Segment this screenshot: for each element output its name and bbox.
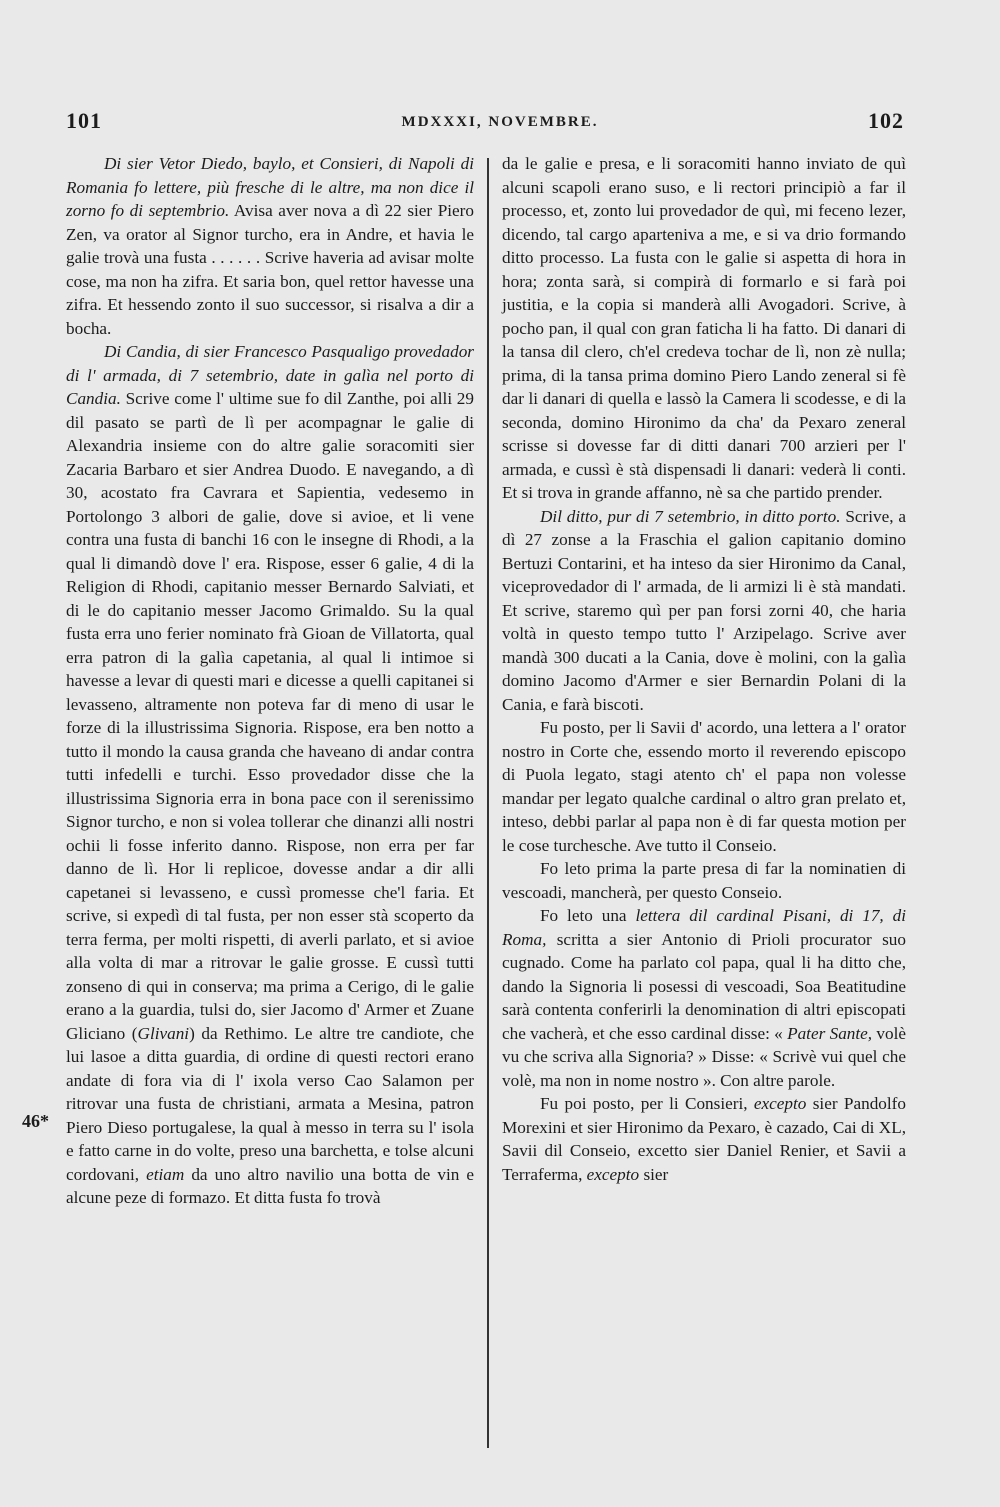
entry-heading: Di sier Vetor Diedo, baylo, et Consieri, di Napoli di Romania fo lettere, più fresche di le altre, ma non dice il zorno fo di septembrio. (66, 154, 474, 220)
italic-term: etiam (146, 1164, 185, 1184)
paragraph (66, 340, 474, 1210)
italic-term: Glivani (137, 1023, 190, 1043)
running-title: MDXXXI, NOVEMBRE. (401, 114, 599, 130)
entry-heading: Di Candia, di sier Francesco Pasqualigo provedador di l' armada, di 7 setembrio, date in galìa nel porto di Candia. (66, 342, 474, 408)
paragraph: da le galie e presa, e li soracomiti hanno inviato de quì alcuni scapoli erano suso, e li rectori principiò a far il processo, et, zonto lui provedador de quì, mi feceno lezer, dicendo, tal cargo aparteniva a me, e si va drio formando ditto processo. La fusta con le galie si aspetta di hora in hora; zonta sarà, si compirà di formarlo e si farà poi justitia, e la copia si manderà alli Avogadori. Scrive, à pocho pan, il qual con gran faticha li ha fatto. Di danari di la tansa dil clero, ch'el credeva tochar de lì, non zè nulla; prima, di la tansa prima domino Piero Lando zeneral si fè dar li danari di quella e lassò la Camera li scodesse, e di la seconda, domino Hironimo da cha' da Pexaro zeneral scrisse si dovesse far di ditti danari 700 arzieri per l' armada, e cussì è stà dispensadi li danari: vederà li conti. Et si trova in grande affanno, nè sa che partido prender. (502, 154, 906, 502)
paragraph (502, 904, 906, 1092)
column-divider (487, 158, 489, 1448)
paragraph (502, 505, 906, 717)
right-column (502, 152, 906, 1186)
paragraph: Fo leto prima la parte presa di far la nominatien di vescoadi, mancherà, per questo Conseio. (502, 859, 906, 902)
italic-term: lettera dil cardinal Pisani, di 17, di Roma, (502, 906, 907, 949)
italic-term: excepto (586, 1164, 640, 1184)
entry-heading: Dil ditto, pur di 7 setembrio, in ditto porto. (540, 506, 841, 526)
entry-text: volè vu che scriva alla Signoria? » Disse: « Scrivè vui quel che volè, ma non in nome nostro ». Con altre parole. (502, 1023, 907, 1090)
paragraph (66, 152, 474, 340)
entry-text: Fu poi posto, per li Consieri, (540, 1094, 754, 1113)
entry-text: ) da Rethimo. Le altre tre candiote, che lui lasoe a ditta guardia, di ordine di questi rectori erano andate di fora via di l' ixola verso Cao Salamon per ritrovar una fusta de christiani, armata a Mesina, patron Piero Dieso portugalese, la qual à messo in terra su l' isola e fatto carne in do volte, preso una barchetta, e tolse alcuni cordovani, (66, 1023, 474, 1184)
left-column (66, 152, 474, 1210)
entry-text: Scrive, a dì 27 zonse a la Fraschia el galion capitanio domino Bertuzi Contarini, et ha inteso da sier Hironimo da Canal, viceprovedador di l' armada, de li armizi li è stà mandati. Et scrive, staremo quì per pan forsi zorni 40, che haria voltà in questo tempo tutto l' Arzipelago. Scrive aver mandà 300 ducati a la Cania, dove è molini, con la galìa domino Jacomo d'Armer e sier Bernardin Polani di la Cania, e farà biscoti. (502, 506, 906, 714)
page-number-right: 102 (868, 108, 904, 133)
italic-term: Pater Sante, (787, 1023, 873, 1043)
entry-text: da uno altro navilio una botta de vin e alcune peze di formazo. Et ditta fusta fo trovà (66, 1164, 474, 1207)
entry-text: sier (639, 1164, 669, 1184)
paragraph (502, 1092, 906, 1186)
italic-term: excepto (753, 1094, 807, 1113)
page-number-left: 101 (66, 108, 102, 133)
entry-text: Fo leto una (540, 906, 636, 925)
margin-note: 46* (22, 1111, 49, 1131)
entry-text: Scrive come l' ultime sue fo dil Zanthe, poi alli 29 dil pasato se partì de lì per acompagnar le galie di Alexandria insieme con do altre galie soracomiti sier Zacaria Barbaro et sier Andrea Duodo. E navegando, a dì 30, acostato fra Cavrara et Sapientia, vedesemo in Portolongo 3 albori de galie, dove si avioe, et li vene contra una fusta di banchi 16 con le insegne di Rhodi, a la qual li dimandò dove l' era. Rispose, esser 6 galie, 4 di la Religion di Rhodi, capitanio messer Bernardo Salviati, et di le do capitanio messer Jacomo Grimaldo. Su la qual fusta erra uno ferier nominato frà Gioan de Villatorta, qual erra patron di la galìa capetania, al qual li intimoe si havesse a levar di questi mari e dicesse a quelli capitanei si levasseno, altramente non poteva far di meno di usar le forze di la illustrissima Signoria. Rispose, era ben notto a tutto il mondo la causa granda che haveano di andar contra tutti infedelli e turchi. Esso provedador disse che la illustrissima Signoria erra in bona pace con il serenissimo Signor turcho, e non si volea tollerar che dinanzi alli nostri ochii li fosse inferito danno. Rispose, non erra per far danno de lì. Hor li replicoe, dovesse andar a dir alli capetanei si levasseno, e cussì promesse che'l faria. Et scrive, si expedì di tal fusta, per non esser stà scoperto da terra ferma, per molti rispetti, di averli parlato, et si avioe alla volta di mar a ritrovar le galie grosse. E cussì tutti zonseno di qui in conserva; ma prima a Cerigo, di le galie erano a la guardia, tulsi do, sier Jacomo d' Armer et Zuane Gliciano ( (66, 389, 474, 1043)
entry-text: scritta a sier Antonio di Prioli procurator suo cugnado. Come ha parlato col papa, qual li ha ditto che, dando la Signoria li posessi di vescoadi, Soa Beatitudine sarà contenta conferirli la denomination di altri episcopati che vacherà, et che esso cardinal disse: « (502, 929, 906, 1043)
entry-text: Avisa aver nova a dì 22 sier Piero Zen, va orator al Signor turcho, era in Andre, et havia le galie trovà una fusta . . . . . . Scrive haveria ad avisar molte cose, ma non ha zifra. Et saria bon, quel rettor havesse una zifra. Et hessendo zonto il suo successor, si risalva a dir a bocha. (66, 201, 475, 338)
entry-text: sier Pandolfo Morexini et sier Hironimo da Pexaro, è cazado, Cai di XL, Savii dil Conseio, excetto sier Daniel Renier, et Savii a Terraferma, (502, 1094, 906, 1184)
paragraph: Fu posto, per li Savii d' acordo, una lettera a l' orator nostro in Corte che, essendo morto il reverendo episcopo di Puola legato, stagi atento ch' el papa non volesse mandar per legato qualche cardinal o altro gran prelato et, inteso, debbi parlar al papa non è di far questa motion per le cose turchesche. Ave tutto il Conseio. (502, 718, 906, 855)
